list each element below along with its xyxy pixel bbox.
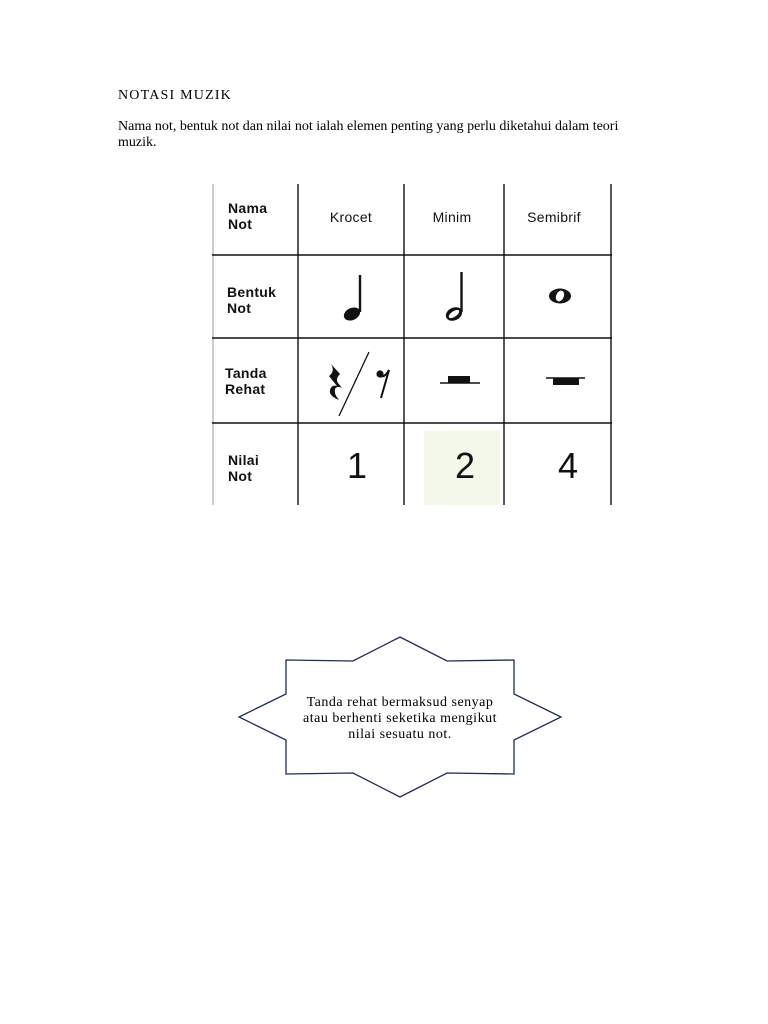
page-title: NOTASI MUZIK [118,88,232,103]
row-label-bentuk-not [227,284,276,316]
row-label-nama-not [228,200,267,232]
row-label-line: Bentuk [227,284,277,300]
semibreve-rest-icon [546,378,585,385]
note-table [212,184,612,505]
note-value-krocet: 1 [346,445,368,486]
column-header-semibrif: Semibrif [527,209,581,225]
row-label-line: Nama [228,200,268,216]
row-label-line: Nilai [228,452,260,468]
minim-note-icon [444,272,465,323]
minim-rest-icon [440,376,480,383]
column-header-krocet: Krocet [329,209,373,225]
callout-line: atau berhenti seketika mengikut [303,711,497,726]
semibreve-note-icon [549,289,571,304]
rest-divider-slash [339,352,369,416]
note-value-minim: 2 [454,445,476,486]
intro-paragraph: Nama not, bentuk not dan nilai not ialah elemen penting yang perlu diketahui dalam teori muzik. [118,119,619,150]
row-label-line: Not [228,468,253,484]
row-label-tanda-rehat [225,365,267,397]
quaver-rest-icon [376,370,389,398]
crotchet-note-icon [342,275,362,323]
column-header-minim: Minim [432,209,472,225]
row-label-nilai-not [228,452,259,484]
crotchet-rest-icon [329,364,342,400]
note-value-semibrif: 4 [557,445,579,486]
row-label-line: Not [227,300,252,316]
callout-line: nilai sesuatu not. [348,727,452,742]
row-label-line: Tanda [225,365,267,381]
callout-text [290,695,510,743]
row-label-line: Not [228,216,253,232]
row-label-line: Rehat [225,381,266,397]
callout-line: Tanda rehat bermaksud senyap [306,695,494,710]
